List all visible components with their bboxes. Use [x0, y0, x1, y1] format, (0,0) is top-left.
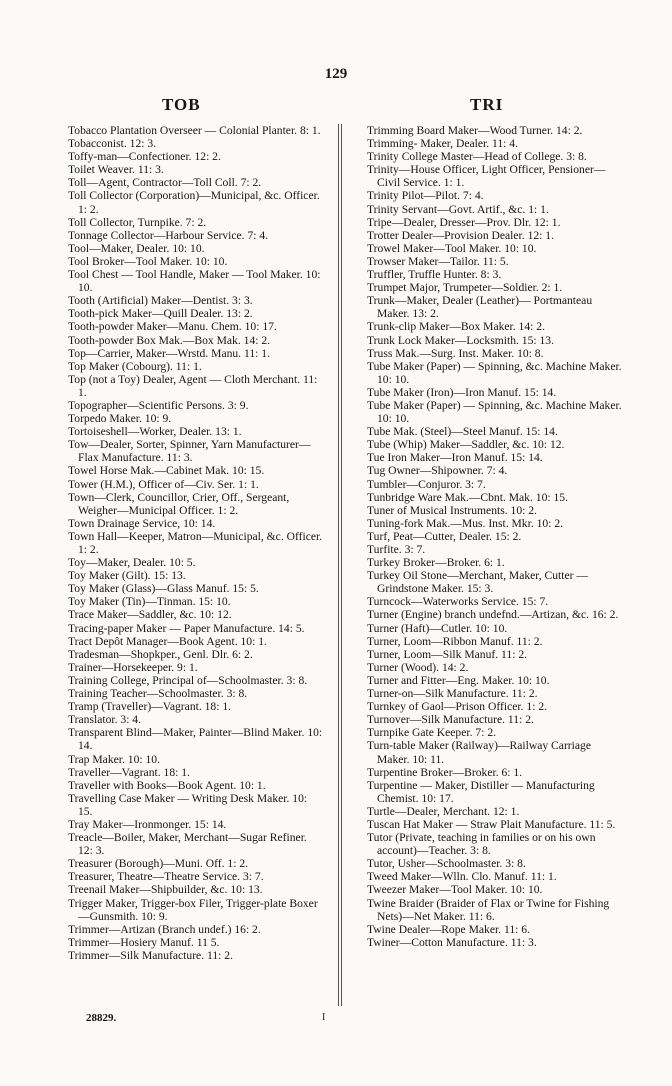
page-number: 129: [324, 66, 348, 82]
index-entry: Turncock—Waterworks Service. 15: 7.: [367, 595, 549, 609]
index-entry: Tuscan Hat Maker — Straw Plait Manufacture. 11: 5.: [367, 817, 616, 831]
index-entry: Top (not a Toy) Dealer, Agent — Cloth Merchant. 11: 1.: [68, 372, 318, 399]
index-entry: Top—Carrier, Maker—Wrstd. Manu. 11: 1.: [68, 346, 270, 360]
index-entry: Treasurer, Theatre—Theatre Service. 3: 7.: [68, 870, 264, 884]
index-entry: Tobacco Plantation Overseer — Colonial Planter. 8: 1.: [68, 124, 321, 137]
column-divider-second: [341, 124, 342, 1006]
index-entry: Tug Owner—Shipowner. 7: 4.: [367, 464, 508, 478]
index-entry: Toy Maker (Tin)—Tinman. 15: 10.: [68, 595, 231, 609]
index-entry: Turpentine Broker—Broker. 6: 1.: [367, 765, 523, 779]
index-entry: Training Teacher—Schoolmaster. 3: 8.: [68, 687, 248, 701]
index-entry: Turner and Fitter—Eng. Maker. 10: 10.: [367, 673, 550, 687]
index-entry: Truss Mak.—Surg. Inst. Maker. 10: 8.: [367, 346, 544, 360]
index-entry: Turpentine — Maker, Distiller — Manufacturing Chemist. 10: 17.: [367, 778, 595, 805]
index-entry: Tuner of Musical Instruments. 10: 2.: [367, 503, 537, 517]
index-entry: Tooth-powder Maker—Manu. Chem. 10: 17.: [68, 320, 277, 334]
index-entry: Traveller—Vagrant. 18: 1.: [68, 765, 190, 779]
index-entry: Treacle—Boiler, Maker, Merchant—Sugar Refiner. 12: 3.: [68, 831, 307, 858]
index-entry: Turner, Loom—Silk Manuf. 11: 2.: [367, 647, 528, 661]
index-entry: Tumbler—Conjuror. 3: 7.: [367, 477, 486, 491]
index-entry: Turner (Wood). 14: 2.: [367, 660, 469, 674]
index-entry: Trinity Pilot—Pilot. 7: 4.: [367, 189, 484, 203]
right-column-heading: TRI: [470, 95, 504, 114]
index-entry: Trigger Maker, Trigger-box Filer, Trigger-plate Boxer—Gunsmith. 10: 9.: [68, 896, 318, 923]
index-entry: Trowel Maker—Tool Maker. 10: 10.: [367, 241, 537, 255]
index-entry: Trotter Dealer—Provision Dealer. 12: 1.: [367, 228, 554, 242]
index-entry: Tube (Whip) Maker—Saddler, &c. 10: 12.: [367, 438, 565, 452]
index-entry: Training College, Principal of—Schoolmaster. 3: 8.: [68, 673, 308, 687]
index-entry: Turfite. 3: 7.: [367, 543, 426, 556]
index-entry: Trimming- Maker, Dealer. 11: 4.: [367, 137, 518, 151]
index-entry: Trunk—Maker, Dealer (Leather)— Portmanteau Maker. 13: 2.: [367, 294, 593, 321]
index-entry: Top Maker (Cobourg). 11: 1.: [68, 359, 202, 373]
index-entry: Toy Maker (Gilt). 15: 13.: [68, 569, 186, 583]
index-entry: Tool Broker—Tool Maker. 10: 10.: [68, 254, 228, 268]
index-entry: Tooth (Artificial) Maker—Dentist. 3: 3.: [68, 294, 253, 308]
index-entry: Trunk Lock Maker—Locksmith. 15: 13.: [367, 333, 554, 347]
index-entry: Topographer—Scientific Persons. 3: 9.: [68, 398, 249, 412]
index-entry: Tunbridge Ware Mak.—Cbnt. Mak. 10: 15.: [367, 490, 568, 504]
index-entry: Tuning-fork Mak.—Mus. Inst. Mkr. 10: 2.: [367, 516, 564, 530]
index-entry: Towel Horse Mak.—Cabinet Mak. 10: 15.: [68, 464, 265, 478]
index-entry: Town Hall—Keeper, Matron—Municipal, &c. Officer. 1: 2.: [68, 529, 323, 556]
index-entry: Travelling Case Maker — Writing Desk Maker. 10: 15.: [68, 791, 308, 818]
index-entry: Trimmer—Hosiery Manuf. 11 5.: [68, 935, 220, 949]
index-entry: Tortoiseshell—Worker, Dealer. 13: 1.: [68, 425, 242, 439]
index-entry: Toll Collector (Corporation)—Municipal, &c. Officer. 1: 2.: [68, 189, 320, 216]
footer-code: 28829.: [86, 1012, 117, 1024]
index-entry: Treenail Maker—Shipbuilder, &c. 10: 13.: [68, 883, 263, 897]
index-entry: Tweezer Maker—Tool Maker. 10: 10.: [367, 883, 543, 897]
index-entry: Turkey Broker—Broker. 6: 1.: [367, 556, 505, 570]
index-entry: Town Drainage Service, 10: 14.: [68, 516, 216, 530]
index-entry: Tutor (Private, teaching in families or on his own account)—Teacher. 3: 8.: [367, 831, 596, 858]
right-column: [367, 124, 625, 949]
index-entry: Tonnage Collector—Harbour Service. 7: 4.: [68, 228, 269, 242]
index-entry: Toll—Agent, Contractor—Toll Coll. 7: 2.: [68, 176, 262, 190]
index-entry: Twiner—Cotton Manufacture. 11: 3.: [367, 935, 537, 949]
index-entry: Truffler, Truffle Hunter. 8: 3.: [367, 268, 502, 282]
index-entry: Tool Chest — Tool Handle, Maker — Tool Maker. 10: 10.: [68, 268, 321, 295]
index-entry: Treasurer (Borough)—Muni. Off. 1: 2.: [68, 857, 249, 871]
index-entry: Tray Maker—Ironmonger. 15: 14.: [68, 817, 227, 831]
index-entry: Toy—Maker, Dealer. 10: 5.: [68, 556, 196, 570]
index-entry: Trumpet Major, Trumpeter—Soldier. 2: 1.: [367, 281, 563, 295]
index-entry: Tutor, Usher—Schoolmaster. 3: 8.: [367, 857, 526, 871]
index-entry: Tube Maker (Paper) — Spinning, &c. Machine Maker. 10: 10.: [367, 398, 622, 426]
index-entry: Trimming Board Maker—Wood Turner. 14: 2.: [367, 124, 583, 137]
index-entry: Trinity College Master—Head of College. 3: 8.: [367, 150, 587, 164]
index-entry: Turnover—Silk Manufacture. 11: 2.: [367, 713, 534, 727]
index-entry: Town—Clerk, Councillor, Crier, Off., Sergeant, Weigher—Municipal Officer. 1: 2.: [68, 490, 290, 517]
index-entry: Turner (Haft)—Cutler. 10: 10.: [367, 621, 508, 635]
index-entry: Trinity—House Officer, Light Officer, Pensioner—Civil Service. 1: 1.: [367, 163, 606, 190]
index-entry: Tube Maker (Paper) — Spinning, &c. Machine Maker. 10: 10.: [367, 359, 622, 386]
index-entry: Tooth-pick Maker—Quill Dealer. 13: 2.: [68, 307, 253, 321]
index-entry: Translator. 3: 4.: [68, 713, 142, 727]
index-entry: Tool—Maker, Dealer. 10: 10.: [68, 241, 205, 255]
left-column-heading: TOB: [162, 95, 201, 114]
index-entry: Tooth-powder Box Mak.—Box Mak. 14: 2.: [68, 333, 271, 347]
index-entry: Turf, Peat—Cutter, Dealer. 15: 2.: [367, 529, 522, 543]
index-entry: Trap Maker. 10: 10.: [68, 752, 160, 766]
left-column: [68, 124, 324, 962]
index-entry: Toll Collector, Turnpike. 7: 2.: [68, 215, 207, 229]
index-entry: Trimmer—Silk Manufacture. 11: 2.: [68, 948, 233, 962]
index-entry: Turnkey of Gaol—Prison Officer. 1: 2.: [367, 700, 548, 714]
index-entry: Turkey Oil Stone—Merchant, Maker, Cutter —Grindstone Maker. 15: 3.: [367, 569, 588, 596]
index-entry: Trace Maker—Saddler, &c. 10: 12.: [68, 608, 232, 622]
index-entry: Tweed Maker—Wlln. Clo. Manuf. 11: 1.: [367, 870, 557, 884]
index-entry: Turner, Loom—Ribbon Manuf. 11: 2.: [367, 634, 543, 648]
index-entry: Turner-on—Silk Manufacture. 11: 2.: [367, 687, 538, 701]
footer-mark: I: [322, 1012, 326, 1023]
index-entry: Toy Maker (Glass)—Glass Manuf. 15: 5.: [68, 582, 259, 596]
index-entry: Twine Dealer—Rope Maker. 11: 6.: [367, 922, 530, 936]
index-entry: Trinity Servant—Govt. Artif., &c. 1: 1.: [367, 202, 549, 216]
index-entry: Trowser Maker—Tailor. 11: 5.: [367, 254, 509, 268]
index-entry: Trainer—Horsekeeper. 9: 1.: [68, 660, 198, 674]
index-entry: Tow—Dealer, Sorter, Spinner, Yarn Manufacturer—Flax Manufacture. 11: 3.: [68, 438, 311, 465]
index-entry: Turnpike Gate Keeper. 7: 2.: [367, 726, 497, 740]
column-divider: [338, 124, 339, 1006]
index-entry: Turtle—Dealer, Merchant. 12: 1.: [367, 804, 520, 818]
index-entry: Twine Braider (Braider of Flax or Twine for Fishing Nets)—Net Maker. 11: 6.: [367, 896, 610, 923]
index-entry: Turn-table Maker (Railway)—Railway Carriage Maker. 10: 11.: [367, 739, 591, 766]
index-entry: Tradesman—Shopkper., Genl. Dlr. 6: 2.: [68, 647, 253, 661]
index-entry: Toilet Weaver. 11: 3.: [68, 163, 164, 177]
index-entry: Tube Mak. (Steel)—Steel Manuf. 15: 14.: [367, 425, 558, 439]
index-entry: Torpedo Maker. 10: 9.: [68, 412, 172, 426]
index-entry: Transparent Blind—Maker, Painter—Blind Maker. 10: 14.: [68, 726, 323, 753]
index-entry: Tracing-paper Maker — Paper Manufacture. 14: 5.: [68, 621, 305, 635]
index-entry: Trunk-clip Maker—Box Maker. 14: 2.: [367, 320, 545, 334]
index-entry: Tower (H.M.), Officer of—Civ. Ser. 1: 1.: [68, 477, 259, 491]
index-entry: Tramp (Traveller)—Vagrant. 18: 1.: [68, 700, 232, 714]
index-entry: Turner (Engine) branch undefnd.—Artizan, &c. 16: 2.: [367, 608, 619, 622]
index-entry: Tue Iron Maker—Iron Manuf. 15: 14.: [367, 451, 543, 465]
index-entry: Tobacconist. 12: 3.: [68, 137, 157, 151]
index-entry: Tract Depôt Manager—Book Agent. 10: 1.: [68, 634, 267, 648]
index-entry: Tripe—Dealer, Dresser—Prov. Dlr. 12: 1.: [367, 215, 561, 229]
index-entry: Toffy-man—Confectioner. 12: 2.: [68, 150, 221, 164]
index-entry: Tube Maker (Iron)—Iron Manuf. 15: 14.: [367, 385, 557, 399]
index-entry: Trimmer—Artizan (Branch undef.) 16: 2.: [68, 922, 261, 936]
index-entry: Traveller with Books—Book Agent. 10: 1.: [68, 778, 266, 792]
